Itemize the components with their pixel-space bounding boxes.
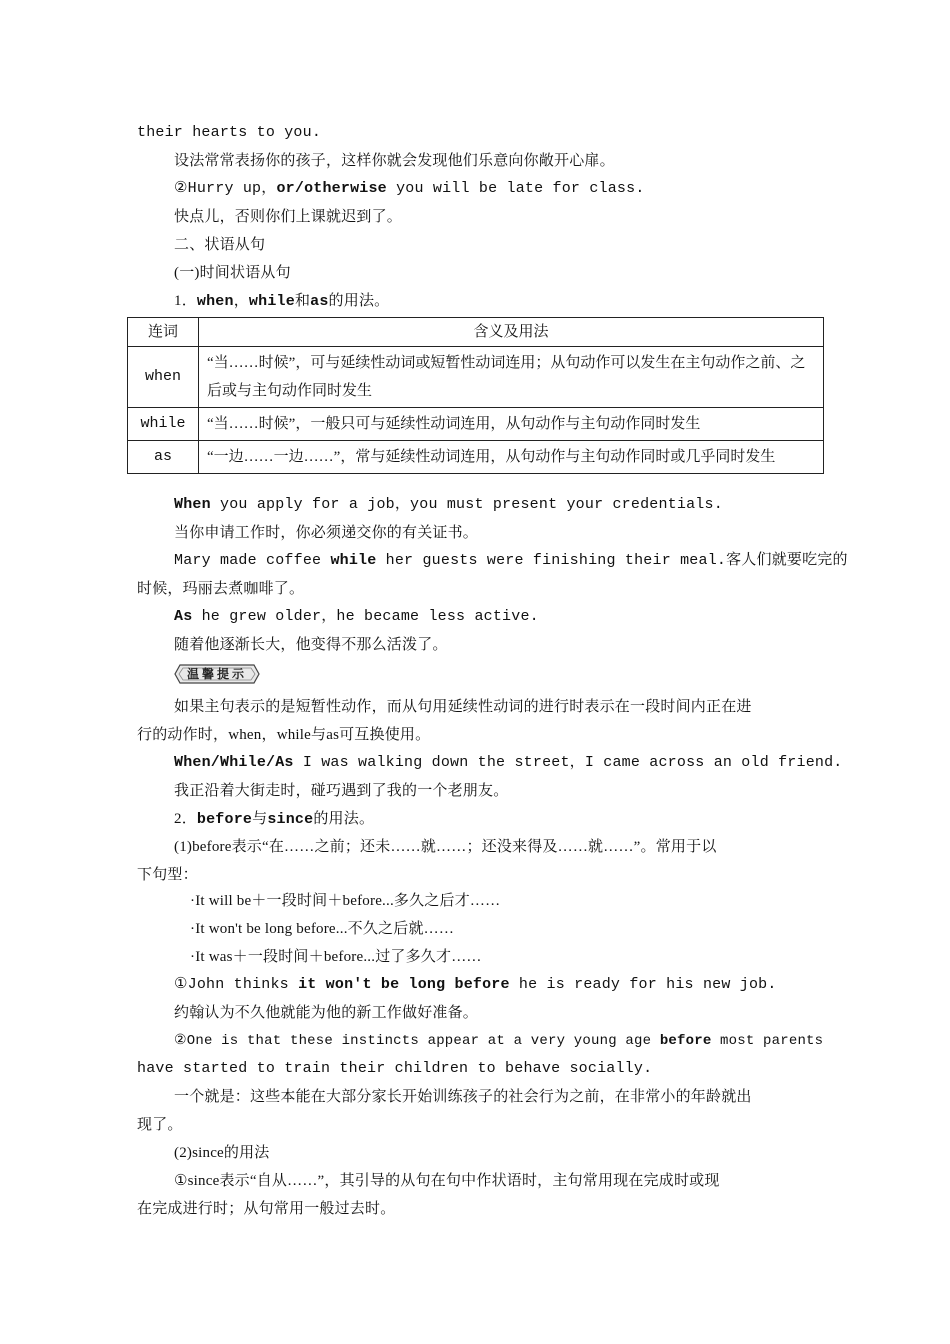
example-sentence: [174, 551, 848, 571]
text-line: [174, 523, 815, 543]
bold-keyword: while: [330, 552, 377, 569]
text-span: he is ready for his new job.: [509, 976, 777, 993]
chinese-translation: 设法常常表扬你的孩子，这样你就会发现他们乐意向你敞开心扉。: [174, 153, 615, 169]
text-span: 2．: [174, 811, 197, 827]
text-span: 与: [252, 811, 268, 827]
text-line: [174, 635, 815, 655]
text-span: he grew older，he became less active.: [192, 608, 539, 625]
bullet-item: [190, 919, 831, 939]
chinese-translation: 时候，玛丽去煮咖啡了。: [137, 581, 305, 597]
text-line: [174, 781, 815, 801]
bold-keyword: as: [310, 293, 329, 310]
bold-keyword: When: [174, 496, 211, 513]
text-line: [174, 1171, 815, 1191]
chinese-translation: 约翰认为不久他就能为他的新工作做好准备。: [174, 1005, 479, 1021]
text-line: [137, 579, 815, 599]
text-span: 的用法。: [313, 811, 375, 827]
text-span: ·It will be＋一段时间＋before...多久之后才……: [190, 893, 501, 909]
chinese-translation: 我正沿着大街走时，碰巧遇到了我的一个老朋友。: [174, 783, 509, 799]
subsection-heading: [174, 263, 815, 283]
chinese-translation: 随着他逐渐长大，他变得不那么活泼了。: [174, 637, 448, 653]
text-span: 下句型：: [137, 867, 198, 883]
text-span: her guests were finishing their meal.客人们就要吃完的: [376, 552, 848, 569]
table-header-cell: 含义及用法: [199, 318, 824, 347]
bold-keyword: when: [196, 293, 234, 310]
text-span: 和: [294, 293, 311, 309]
table-cell-word: as: [128, 441, 199, 474]
bullet-item: [190, 947, 831, 967]
text-line: [137, 123, 815, 143]
heading-text: (2)since的用法: [174, 1145, 270, 1161]
heading-text: 二、状语从句: [174, 237, 266, 253]
text-span: you apply for a job，you must present your credentials.: [210, 496, 723, 513]
bold-keyword: it won't be long before: [298, 976, 510, 993]
item-heading: [174, 291, 815, 312]
example-sentence: [174, 975, 815, 995]
text-span: most parents: [711, 1033, 824, 1049]
example-sentence: [174, 179, 815, 199]
text-span: 如果主句表示的是短暂性动作，而从句用延续性动词的进行时表示在一段时间内正在进: [174, 699, 752, 715]
bold-keyword: while: [248, 293, 295, 310]
bold-keyword: When/While/As: [174, 754, 294, 771]
bold-keyword: before: [659, 1033, 712, 1049]
text-span: ，: [233, 293, 249, 309]
text-span: ①John thinks: [174, 976, 299, 993]
text-line: [174, 1087, 815, 1107]
table-cell-desc: “当……时候”，一般只可与延续性动词连用，从句动作与主句动作同时发生: [199, 408, 824, 441]
bold-keyword: since: [267, 811, 314, 828]
bold-keyword: or/otherwise: [276, 180, 387, 197]
item-heading: [174, 809, 815, 830]
text-line: [174, 207, 815, 227]
table-row: [128, 441, 824, 474]
text-line: [137, 865, 815, 885]
bullet-item: [190, 891, 831, 911]
text-span: have started to train their children to behave socially.: [137, 1060, 653, 1077]
text-span: 1．: [174, 293, 197, 309]
text-line: [137, 725, 815, 745]
bold-keyword: before: [196, 811, 253, 828]
text-span: 行的动作时，when，while与as可互换使用。: [137, 727, 431, 743]
text-span: (1)before表示“在……之前；还未……就……；还没来得及……就……”。常用于以: [174, 839, 717, 855]
text-span: ·It won't be long before...不久之后就……: [190, 921, 455, 937]
text-line: [137, 1199, 815, 1219]
table-header-cell: 连词: [128, 318, 199, 347]
chinese-translation: 现了。: [137, 1117, 183, 1133]
example-sentence: [174, 495, 815, 515]
heading-text: (一)时间状语从句: [174, 265, 291, 281]
section-heading: [174, 235, 815, 255]
text-span: Mary made coffee: [174, 552, 331, 569]
table-row: [128, 408, 824, 441]
table-row: [128, 347, 824, 408]
text-line: [137, 1115, 815, 1135]
chinese-translation: 当你申请工作时，你必须递交你的有关证书。: [174, 525, 479, 541]
example-sentence: [174, 1031, 824, 1051]
text-line: [174, 837, 815, 857]
table-cell-word: while: [128, 408, 199, 441]
table-header-row: [128, 318, 824, 347]
conjunction-usage-table: [127, 317, 824, 474]
tip-badge: [174, 663, 260, 685]
example-sentence: [174, 753, 843, 773]
table-cell-desc: “一边……一边……”，常与延续性动词连用，从句动作与主句动作同时或几乎同时发生: [199, 441, 824, 474]
bold-keyword: As: [174, 608, 193, 625]
text-line: [174, 1003, 815, 1023]
tip-badge-label: 温馨提示: [186, 667, 247, 681]
table-cell-word: when: [128, 347, 199, 408]
text-span: 在完成进行时；从句常用一般过去时。: [137, 1201, 396, 1217]
subsection-heading: [174, 1143, 815, 1163]
text-span: ②One is that these instincts appear at a very young age: [174, 1033, 660, 1049]
chinese-translation: 快点儿，否则你们上课就迟到了。: [174, 209, 403, 225]
text-span: ②Hurry up，: [174, 180, 277, 197]
example-sentence: [137, 1059, 815, 1079]
example-sentence: [174, 607, 815, 627]
table-cell-desc: “当……时候”，可与延续性动词或短暂性动词连用；从句动作可以发生在主句动作之前、之后或与主句动作同时发生: [199, 347, 824, 408]
text-span: you will be late for class.: [386, 180, 645, 197]
text-span: 的用法。: [328, 293, 390, 309]
chinese-translation: 一个就是：这些本能在大部分家长开始训练孩子的社会行为之前，在非常小的年龄就出: [174, 1089, 752, 1105]
text-span: I was walking down the street，I came across an old friend.: [293, 754, 843, 771]
english-text: their hearts to you.: [137, 124, 322, 141]
text-line: [174, 151, 815, 171]
text-span: ·It was＋一段时间＋before...过了多久才……: [190, 949, 482, 965]
text-span: ①since表示“自从……”，其引导的从句在句中作状语时，主句常用现在完成时或现: [174, 1173, 720, 1189]
text-line: [174, 697, 815, 717]
